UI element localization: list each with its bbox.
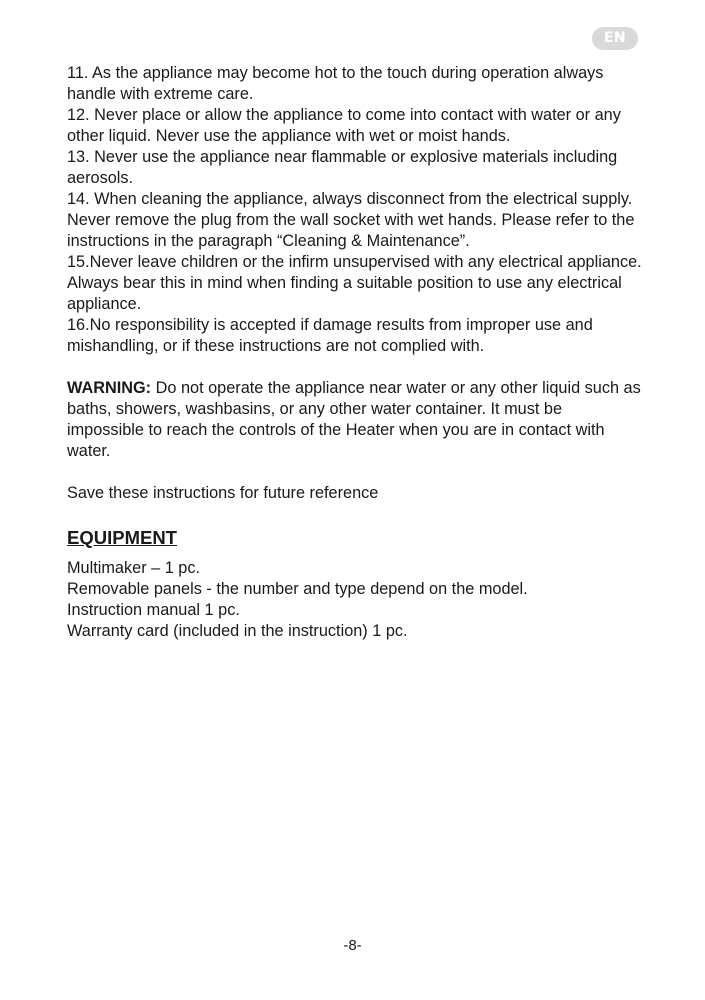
instruction-item: 13. Never use the appliance near flammable or explosive materials including aerosols.: [67, 148, 618, 187]
equipment-item: Instruction manual 1 pc.: [67, 601, 240, 619]
instruction-item: 15.Never leave children or the infirm unsupervised with any electrical appliance. Always bear this in mind when finding a suitable position to use any electrical appliance.: [67, 253, 642, 313]
spacer: [67, 504, 642, 526]
save-note: Save these instructions for future reference: [67, 484, 379, 502]
equipment-item: Removable panels - the number and type depend on the model.: [67, 580, 528, 598]
warning-paragraph: [67, 378, 642, 462]
instruction-item: 14. When cleaning the appliance, always disconnect from the electrical supply. Never remove the plug from the wall socket with wet hands. Please refer to the instructions in the paragraph “Cleaning & Maintenance”.: [67, 190, 635, 250]
spacer: [67, 462, 642, 483]
language-badge: EN: [592, 27, 638, 50]
equipment-item: Multimaker – 1 pc.: [67, 559, 201, 577]
instruction-item: 16.No responsibility is accepted if damage results from improper use and mishandling, or if these instructions are not complied with.: [67, 316, 593, 355]
instruction-item: 12. Never place or allow the appliance to come into contact with water or any other liquid. Never use the appliance with wet or moist hands.: [67, 106, 621, 145]
instruction-item: 11. As the appliance may become hot to the touch during operation always handle with extreme care.: [67, 64, 604, 103]
warning-label: WARNING:: [67, 379, 152, 397]
warning-text: Do not operate the appliance near water or any other liquid such as baths, showers, washbasins, or any other water container. It must be impossible to reach the controls of the Heater when you are in contact with water.: [67, 379, 641, 460]
spacer: [67, 357, 642, 378]
equipment-heading: EQUIPMENT: [67, 527, 177, 548]
page-number: -8-: [343, 937, 362, 954]
equipment-item: Warranty card (included in the instruction) 1 pc.: [67, 622, 408, 640]
document-body: [67, 63, 642, 642]
